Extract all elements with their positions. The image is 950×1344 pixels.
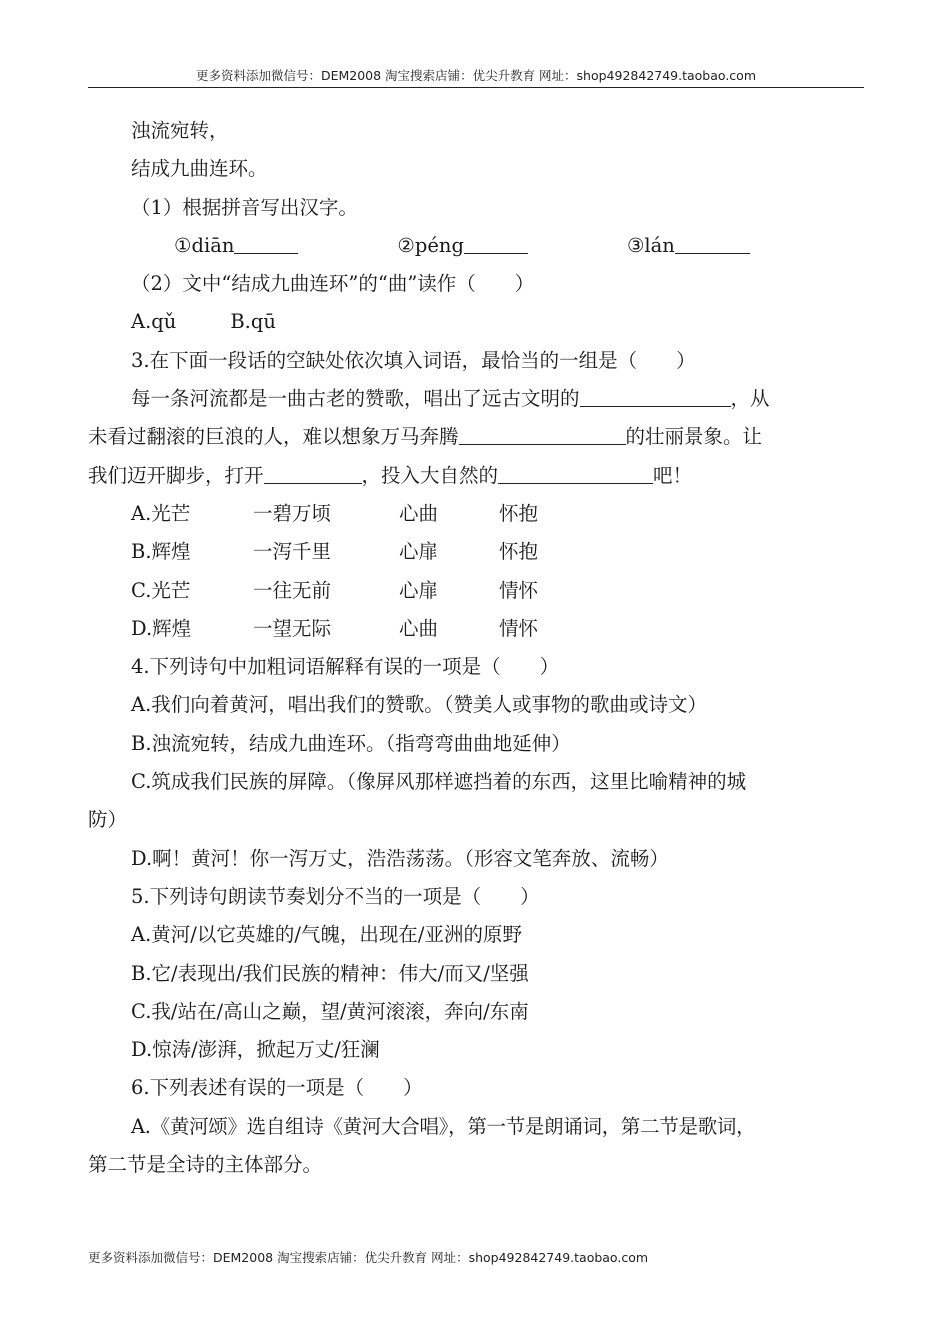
q4-option-a: A.我们向着黄河，唱出我们的赞歌。（赞美人或事物的歌曲或诗文） [131, 693, 708, 717]
answer-blank-1[interactable] [234, 232, 298, 253]
poem-line-2: 结成九曲连环。 [131, 157, 268, 181]
q4-option-c-line-2: 防） [88, 808, 128, 832]
q6-stem: 6.下列表述有误的一项是（ ） [131, 1076, 423, 1100]
page-header: 更多资料添加微信号：DEM2008 淘宝搜索店铺：优尖升教育 网址：shop492842749.taobao.com [195, 68, 757, 83]
q3-stem: 3.在下面一段话的空缺处依次填入词语，最恰当的一组是（ ） [131, 348, 696, 372]
q3-blank-4[interactable] [498, 462, 653, 483]
q3-option-b: B.辉煌 一泻千里 心扉 怀抱 [131, 540, 539, 564]
q2-pinyin-row [88, 227, 864, 265]
q2-option-a: A.qǔ [131, 310, 177, 334]
q6-option-a-line-1: A.《黄河颂》选自组诗《黄河大合唱》，第一节是朗诵词，第二节是歌词， [131, 1114, 756, 1138]
q3-blank-2[interactable] [459, 424, 626, 445]
q3-option-c: C.光芒 一往无前 心扉 情怀 [131, 578, 539, 602]
answer-blank-3[interactable] [675, 232, 750, 253]
poem-line-1: 浊流宛转， [131, 119, 229, 142]
q4-option-d: D.啊！黄河！你一泻万丈，浩浩荡荡。（形容文笔奔放、流畅） [131, 846, 669, 870]
pinyin-3: ③lán [626, 233, 675, 257]
q3-option-d: D.辉煌 一望无际 心曲 情怀 [131, 616, 539, 640]
q3-passage-line-2: 未看过翻滚的巨浪的人，难以想象万马奔腾 的壮丽景象。让 [88, 425, 763, 449]
q5-option-a: A.黄河/以它英雄的/气魄，出现在/亚洲的原野 [131, 923, 522, 947]
q5-option-c: C.我/站在/高山之巅，望/黄河滚滚，奔向/东南 [131, 999, 529, 1023]
q3-passage-line-3: 我们迈开脚步，打开 ，投入大自然的 吧！ [88, 463, 693, 487]
page-footer: 更多资料添加微信号：DEM2008 淘宝搜索店铺：优尖升教育 网址：shop492842749.taobao.com [88, 1250, 649, 1265]
q2-sub2: （2）文中“结成九曲连环”的“曲”读作（ ） [131, 272, 535, 296]
q3-option-a: A.光芒 一碧万顷 心曲 怀抱 [131, 501, 539, 525]
q3-blank-3[interactable] [264, 462, 362, 483]
answer-blank-2[interactable] [464, 232, 528, 253]
q3-blank-1[interactable] [580, 386, 731, 407]
q4-option-b: B.浊流宛转，结成九曲连环。（指弯弯曲曲地延伸） [131, 731, 571, 755]
q2-sub1: （1）根据拼音写出汉字。 [131, 195, 358, 219]
pinyin-2: ②péng [397, 233, 464, 257]
q3-passage-line-1: 每一条河流都是一曲古老的赞歌，唱出了远古文明的 ，从 [131, 387, 770, 411]
q2-options [88, 303, 864, 341]
q4-stem: 4.下列诗句中加粗词语解释有误的一项是（ ） [131, 655, 560, 679]
q2-option-b: B.qū [230, 310, 276, 334]
page-content [88, 112, 864, 1184]
q5-option-b: B.它/表现出/我们民族的精神：伟大/而又/坚强 [131, 961, 529, 985]
q6-option-a-line-2: 第二节是全诗的主体部分。 [88, 1153, 323, 1177]
pinyin-1: ①diān [174, 233, 235, 257]
q5-stem: 5.下列诗句朗读节奏划分不当的一项是（ ） [131, 884, 540, 908]
q4-option-c-line-1: C.筑成我们民族的屏障。（像屏风那样遮挡着的东西，这里比喻精神的城 [131, 770, 747, 794]
q5-option-d: D.惊涛/澎湃，掀起万丈/狂澜 [131, 1038, 380, 1062]
header-divider [88, 87, 864, 88]
